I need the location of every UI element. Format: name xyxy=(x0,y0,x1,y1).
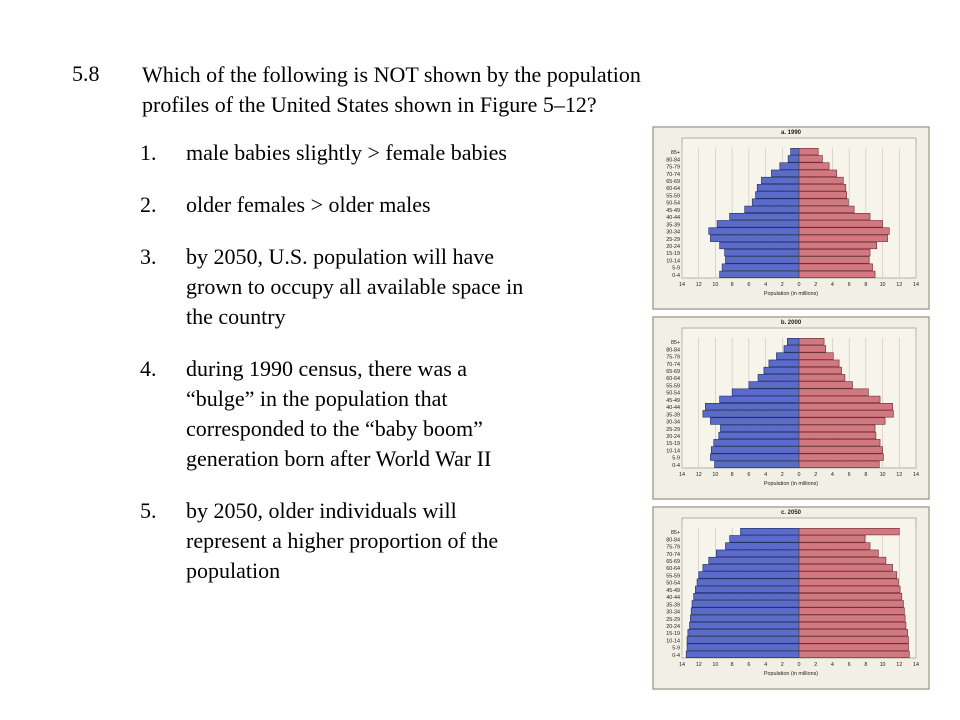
bar-female xyxy=(799,360,839,367)
bar-female xyxy=(799,235,888,242)
x-tick-label: 10 xyxy=(879,662,886,668)
age-group-label: 60-64 xyxy=(666,186,680,193)
bar-female xyxy=(799,199,848,206)
age-group-label: 15-19 xyxy=(666,251,680,258)
option-line: older females > older males xyxy=(186,192,431,217)
question-text xyxy=(142,60,822,120)
x-tick-label: 12 xyxy=(695,282,702,288)
x-tick-label: 0 xyxy=(797,662,801,668)
x-tick-label: 12 xyxy=(695,472,702,478)
bar-male xyxy=(764,367,799,374)
bar-male xyxy=(703,564,799,571)
age-group-label: 50-54 xyxy=(666,200,680,207)
bar-female xyxy=(799,461,879,468)
bar-male xyxy=(720,271,799,278)
age-group-label: 0-4 xyxy=(672,272,680,279)
x-tick-label: 10 xyxy=(712,282,719,288)
x-axis-label: Population (in millions) xyxy=(763,481,819,487)
x-tick-label: 10 xyxy=(879,472,886,478)
bar-female xyxy=(799,374,845,381)
bar-female xyxy=(799,192,847,199)
age-group-label: 0-4 xyxy=(672,462,680,469)
bar-female xyxy=(799,249,870,256)
age-group-label: 85+ xyxy=(670,530,680,537)
x-tick-label: 2 xyxy=(814,282,818,288)
bar-male xyxy=(710,418,799,425)
bar-male xyxy=(694,593,799,600)
option-text xyxy=(186,354,640,474)
bar-female xyxy=(799,264,873,271)
bar-female xyxy=(799,228,889,235)
option-text xyxy=(186,242,640,332)
bar-male xyxy=(710,454,799,461)
x-tick-label: 4 xyxy=(830,662,834,668)
x-tick-label: 8 xyxy=(864,662,868,668)
bar-female xyxy=(799,389,868,396)
age-group-label: 35-39 xyxy=(666,222,680,229)
bar-female xyxy=(799,593,902,600)
x-tick-label: 2 xyxy=(814,472,818,478)
bar-female xyxy=(799,170,837,177)
bar-male xyxy=(686,651,799,658)
bar-male xyxy=(730,536,799,543)
bar-male xyxy=(758,374,799,381)
chart-title: a. 1990 xyxy=(780,130,802,136)
bar-male xyxy=(791,148,799,155)
option-text xyxy=(186,496,640,586)
bar-male xyxy=(725,543,799,550)
pyramid-chart-2050 xyxy=(652,506,930,690)
age-group-label: 5-9 xyxy=(672,455,680,462)
bar-male xyxy=(710,235,799,242)
bar-female xyxy=(799,221,883,228)
bar-female xyxy=(799,557,886,564)
bar-male xyxy=(687,644,799,651)
bar-male xyxy=(780,163,799,170)
bar-female xyxy=(799,156,822,163)
bar-female xyxy=(799,367,842,374)
x-tick-label: 2 xyxy=(780,472,784,478)
x-tick-label: 12 xyxy=(896,662,903,668)
option-line: corresponded to the “baby boom” xyxy=(186,416,483,441)
bar-male xyxy=(715,461,799,468)
bar-female xyxy=(799,163,829,170)
option-line: grown to occupy all available space in xyxy=(186,274,524,299)
bar-female xyxy=(799,528,899,535)
bar-female xyxy=(799,396,880,403)
bar-female xyxy=(799,346,826,353)
bar-male xyxy=(788,156,799,163)
age-group-label: 70-74 xyxy=(666,361,680,368)
bar-female xyxy=(799,418,885,425)
pyramid-chart-1990 xyxy=(652,126,930,310)
bar-male xyxy=(745,206,799,213)
option-text xyxy=(186,190,640,220)
age-group-label: 5-9 xyxy=(672,265,680,272)
bar-male xyxy=(719,432,799,439)
bar-female xyxy=(799,184,846,191)
x-tick-label: 14 xyxy=(679,282,685,288)
option-5 xyxy=(140,496,640,586)
x-tick-label: 14 xyxy=(913,282,919,288)
age-group-label: 0-4 xyxy=(672,652,680,659)
x-tick-label: 2 xyxy=(780,662,784,668)
bar-female xyxy=(799,432,876,439)
age-group-label: 35-39 xyxy=(666,602,680,609)
x-tick-label: 8 xyxy=(864,472,868,478)
bar-male xyxy=(752,199,799,206)
option-line: during 1990 census, there was a xyxy=(186,356,468,381)
age-group-label: 80-84 xyxy=(666,537,680,544)
bar-male xyxy=(716,550,799,557)
age-group-label: 50-54 xyxy=(666,390,680,397)
option-number: 1. xyxy=(140,140,157,165)
option-number: 3. xyxy=(140,244,157,269)
bar-female xyxy=(799,601,903,608)
x-tick-label: 8 xyxy=(730,472,734,478)
bar-female xyxy=(799,403,893,410)
age-group-label: 70-74 xyxy=(666,171,680,178)
option-line: male babies slightly > female babies xyxy=(186,140,507,165)
x-tick-label: 6 xyxy=(847,472,851,478)
bar-male xyxy=(784,346,799,353)
bar-female xyxy=(799,579,898,586)
age-group-label: 80-84 xyxy=(666,347,680,354)
age-group-label: 20-24 xyxy=(666,244,680,251)
option-line: by 2050, U.S. population will have xyxy=(186,244,494,269)
bar-female xyxy=(799,382,852,389)
option-4 xyxy=(140,354,640,474)
bar-male xyxy=(725,257,799,264)
age-group-label: 65-69 xyxy=(666,559,680,566)
x-tick-label: 6 xyxy=(847,662,851,668)
option-line: the country xyxy=(186,304,286,329)
age-group-label: 65-69 xyxy=(666,369,680,376)
bar-male xyxy=(695,586,799,593)
population-pyramids-figure xyxy=(652,126,930,690)
x-tick-label: 8 xyxy=(730,282,734,288)
bar-female xyxy=(799,338,824,345)
bar-male xyxy=(720,242,799,249)
bar-female xyxy=(799,629,908,636)
age-group-label: 25-29 xyxy=(666,236,680,243)
x-tick-label: 14 xyxy=(679,662,685,668)
age-group-label: 40-44 xyxy=(666,595,680,602)
bar-female xyxy=(799,425,875,432)
bar-male xyxy=(703,411,799,418)
age-group-label: 25-29 xyxy=(666,616,680,623)
age-group-label: 20-24 xyxy=(666,624,680,631)
x-tick-label: 4 xyxy=(764,472,768,478)
age-group-label: 55-59 xyxy=(666,383,680,390)
age-group-label: 30-34 xyxy=(666,229,680,236)
x-tick-label: 0 xyxy=(797,282,801,288)
option-number: 5. xyxy=(140,498,157,523)
option-1 xyxy=(140,138,640,168)
bar-male xyxy=(691,608,799,615)
bar-female xyxy=(799,454,883,461)
age-group-label: 40-44 xyxy=(666,215,680,222)
bar-female xyxy=(799,651,909,658)
bar-male xyxy=(699,572,799,579)
option-2 xyxy=(140,190,640,220)
option-line: generation born after World War II xyxy=(186,446,492,471)
bar-male xyxy=(771,170,799,177)
x-tick-label: 10 xyxy=(879,282,886,288)
bar-female xyxy=(799,447,883,454)
bar-male xyxy=(714,439,799,446)
bar-male xyxy=(761,177,799,184)
x-tick-label: 14 xyxy=(913,662,919,668)
bar-male xyxy=(756,192,799,199)
bar-male xyxy=(749,382,799,389)
bar-female xyxy=(799,353,833,360)
age-group-label: 10-14 xyxy=(666,638,680,645)
bar-male xyxy=(769,360,799,367)
age-group-label: 15-19 xyxy=(666,441,680,448)
age-group-label: 30-34 xyxy=(666,609,680,616)
option-line: represent a higher proportion of the xyxy=(186,528,499,553)
x-tick-label: 2 xyxy=(814,662,818,668)
age-group-label: 10-14 xyxy=(666,448,680,455)
bar-male xyxy=(732,389,799,396)
age-group-label: 75-79 xyxy=(666,164,680,171)
x-tick-label: 6 xyxy=(747,472,751,478)
x-tick-label: 12 xyxy=(695,662,702,668)
option-line: by 2050, older individuals will xyxy=(186,498,457,523)
pyramid-chart-2000 xyxy=(652,316,930,500)
bar-female xyxy=(799,622,906,629)
bar-male xyxy=(711,447,799,454)
age-group-label: 80-84 xyxy=(666,157,680,164)
age-group-label: 50-54 xyxy=(666,580,680,587)
option-3 xyxy=(140,242,640,332)
age-group-label: 5-9 xyxy=(672,645,680,652)
age-group-label: 60-64 xyxy=(666,566,680,573)
x-tick-label: 4 xyxy=(830,472,834,478)
option-number: 2. xyxy=(140,192,157,217)
x-tick-label: 4 xyxy=(830,282,834,288)
bar-female xyxy=(799,644,908,651)
x-tick-label: 6 xyxy=(747,662,751,668)
bar-male xyxy=(787,338,799,345)
bar-female xyxy=(799,564,893,571)
age-group-label: 45-49 xyxy=(666,207,680,214)
x-tick-label: 8 xyxy=(864,282,868,288)
age-group-label: 25-29 xyxy=(666,426,680,433)
bar-female xyxy=(799,411,893,418)
age-group-label: 35-39 xyxy=(666,412,680,419)
bar-female xyxy=(799,271,875,278)
x-tick-label: 14 xyxy=(679,472,685,478)
bar-male xyxy=(705,403,799,410)
age-group-label: 15-19 xyxy=(666,631,680,638)
x-tick-label: 10 xyxy=(712,472,719,478)
bar-male xyxy=(730,213,799,220)
bar-female xyxy=(799,213,870,220)
question-line: Which of the following is NOT shown by the population xyxy=(142,62,641,87)
bar-female xyxy=(799,206,854,213)
age-group-label: 70-74 xyxy=(666,551,680,558)
age-group-label: 40-44 xyxy=(666,405,680,412)
x-axis-label: Population (in millions) xyxy=(763,291,819,297)
x-tick-label: 12 xyxy=(896,472,903,478)
age-group-label: 75-79 xyxy=(666,544,680,551)
bar-female xyxy=(799,536,865,543)
bar-male xyxy=(709,228,799,235)
age-group-label: 85+ xyxy=(670,340,680,347)
bar-male xyxy=(722,264,799,271)
x-tick-label: 4 xyxy=(764,282,768,288)
age-group-label: 65-69 xyxy=(666,179,680,186)
bar-female xyxy=(799,148,818,155)
bar-male xyxy=(720,396,799,403)
option-line: “bulge” in the population that xyxy=(186,386,448,411)
bar-female xyxy=(799,257,869,264)
age-group-label: 55-59 xyxy=(666,193,680,200)
x-tick-label: 6 xyxy=(747,282,751,288)
x-tick-label: 2 xyxy=(780,282,784,288)
bar-male xyxy=(720,425,799,432)
bar-female xyxy=(799,543,870,550)
bar-male xyxy=(757,184,799,191)
bar-male xyxy=(688,629,799,636)
chart-title: c. 2050 xyxy=(780,510,802,516)
age-group-label: 30-34 xyxy=(666,419,680,426)
x-tick-label: 0 xyxy=(797,472,801,478)
bar-male xyxy=(697,579,799,586)
age-group-label: 45-49 xyxy=(666,397,680,404)
bar-female xyxy=(799,637,908,644)
x-tick-label: 4 xyxy=(764,662,768,668)
x-tick-label: 14 xyxy=(913,472,919,478)
bar-male xyxy=(717,221,799,228)
bar-female xyxy=(799,550,878,557)
bar-female xyxy=(799,439,880,446)
option-line: population xyxy=(186,558,281,583)
bar-male xyxy=(776,353,799,360)
bar-male xyxy=(690,615,799,622)
age-group-label: 10-14 xyxy=(666,258,680,265)
age-group-label: 45-49 xyxy=(666,587,680,594)
chart-title: b. 2000 xyxy=(780,320,802,326)
age-group-label: 55-59 xyxy=(666,573,680,580)
bar-female xyxy=(799,586,900,593)
option-text xyxy=(186,138,640,168)
bar-female xyxy=(799,615,905,622)
age-group-label: 85+ xyxy=(670,150,680,157)
bar-female xyxy=(799,177,843,184)
x-axis-label: Population (in millions) xyxy=(763,671,819,677)
bar-male xyxy=(709,557,799,564)
option-number: 4. xyxy=(140,356,157,381)
bar-female xyxy=(799,242,877,249)
question-line: profiles of the United States shown in Figure 5–12? xyxy=(142,92,597,117)
question-number: 5.8 xyxy=(72,61,100,86)
bar-female xyxy=(799,572,897,579)
bar-female xyxy=(799,608,904,615)
age-group-label: 20-24 xyxy=(666,434,680,441)
x-tick-label: 8 xyxy=(730,662,734,668)
bar-male xyxy=(692,601,799,608)
x-tick-label: 6 xyxy=(847,282,851,288)
bar-male xyxy=(725,249,799,256)
bar-male xyxy=(690,622,799,629)
age-group-label: 60-64 xyxy=(666,376,680,383)
bar-male xyxy=(741,528,800,535)
bar-male xyxy=(687,637,799,644)
x-tick-label: 12 xyxy=(896,282,903,288)
age-group-label: 75-79 xyxy=(666,354,680,361)
answer-options xyxy=(140,138,640,608)
x-tick-label: 10 xyxy=(712,662,719,668)
